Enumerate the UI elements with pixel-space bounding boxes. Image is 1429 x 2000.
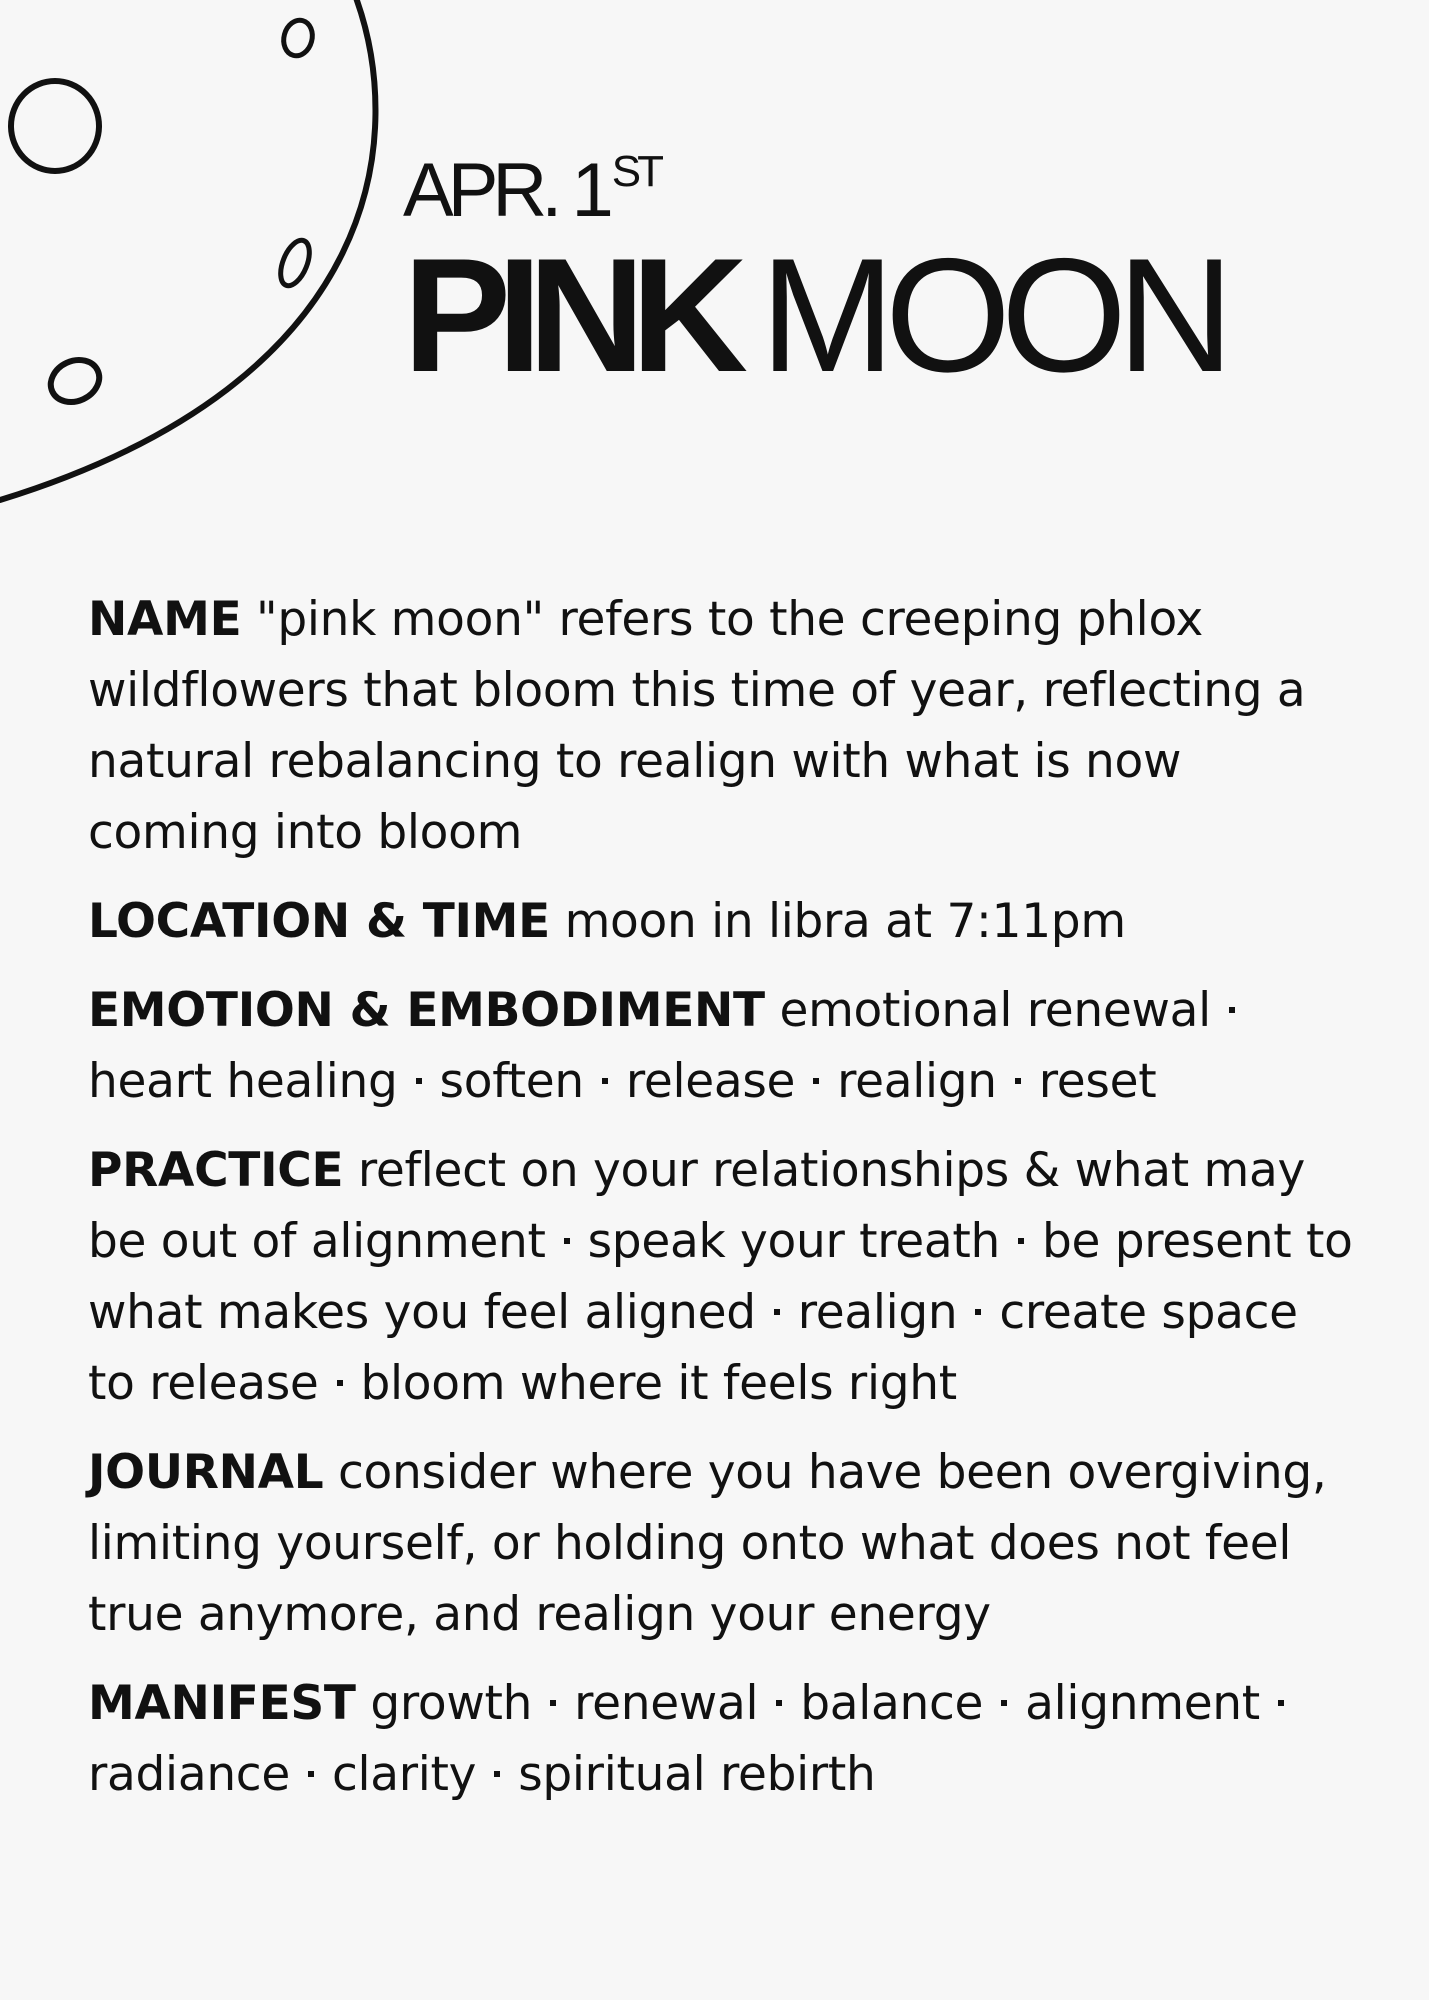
dot-separator-icon [1229, 1007, 1235, 1013]
section-item: be present to what makes you feel aligned [88, 1214, 1353, 1340]
section-item: realign [837, 1054, 997, 1109]
moon-crater-icon [11, 81, 99, 171]
section-location-time [88, 886, 1358, 957]
section-label: LOCATION & TIME [88, 894, 550, 949]
moon-crater-icon [280, 17, 316, 59]
section-item: create space to release [88, 1285, 1298, 1411]
moon-crater-icon [275, 236, 315, 289]
section-label: JOURNAL [88, 1445, 324, 1500]
dot-separator-icon [416, 1078, 422, 1084]
dot-separator-icon [1015, 1078, 1021, 1084]
title-block [403, 147, 1225, 406]
section-name [88, 584, 1358, 868]
dot-separator-icon [602, 1078, 608, 1084]
section-item: heart healing [88, 1054, 398, 1109]
dot-separator-icon [564, 1238, 570, 1244]
page-title [403, 225, 1225, 406]
section-text: consider where you have been overgiving, limiting yourself, or holding onto what does not feel true anymore, and realign your energy [88, 1445, 1327, 1642]
dot-separator-icon [1001, 1700, 1007, 1706]
section-item: growth [370, 1676, 533, 1731]
dot-separator-icon [776, 1700, 782, 1706]
section-item: balance [800, 1676, 984, 1731]
section-item: clarity [331, 1747, 477, 1802]
section-item: renewal [574, 1676, 759, 1731]
dot-separator-icon [1018, 1238, 1024, 1244]
section-label: PRACTICE [88, 1143, 344, 1198]
section-label: MANIFEST [88, 1676, 356, 1731]
section-item: speak your treath [587, 1214, 1000, 1269]
dot-separator-icon [337, 1380, 343, 1386]
section-item: soften [439, 1054, 584, 1109]
dot-separator-icon [774, 1309, 780, 1315]
section-journal [88, 1437, 1358, 1650]
section-item: release [625, 1054, 796, 1109]
section-item: spiritual rebirth [518, 1747, 876, 1802]
section-practice [88, 1135, 1358, 1419]
section-emotion-embodiment [88, 975, 1358, 1117]
moon-outline-icon [0, 0, 375, 500]
dot-separator-icon [975, 1309, 981, 1315]
section-text: "pink moon" refers to the creeping phlox wildflowers that bloom this time of year, reflecting a natural rebalancing to realign with what is now coming into bloom [88, 592, 1306, 860]
title-bold: PINK [403, 225, 735, 406]
section-text: moon in libra at 7:11pm [564, 894, 1126, 949]
section-item: reflect on your relationships & what may be out of alignment [88, 1143, 1306, 1269]
date [403, 147, 660, 233]
title-regular: MOON [760, 225, 1225, 406]
date-suffix: ST [611, 147, 660, 196]
section-manifest [88, 1668, 1358, 1810]
moon-illustration-icon [0, 0, 420, 520]
section-item: reset [1038, 1054, 1157, 1109]
dot-separator-icon [1278, 1700, 1284, 1706]
section-item: radiance [88, 1747, 290, 1802]
dot-separator-icon [308, 1771, 314, 1777]
dot-separator-icon [813, 1078, 819, 1084]
section-item: alignment [1025, 1676, 1260, 1731]
section-item: emotional renewal [779, 983, 1211, 1038]
section-label: EMOTION & EMBODIMENT [88, 983, 765, 1038]
section-item: realign [797, 1285, 958, 1340]
date-main: APR. 1 [403, 148, 608, 233]
dot-separator-icon [550, 1700, 556, 1706]
moon-crater-icon [44, 352, 106, 409]
content [88, 584, 1358, 1828]
section-item: bloom where it feels right [360, 1356, 957, 1411]
dot-separator-icon [494, 1771, 500, 1777]
section-label: NAME [88, 592, 242, 647]
